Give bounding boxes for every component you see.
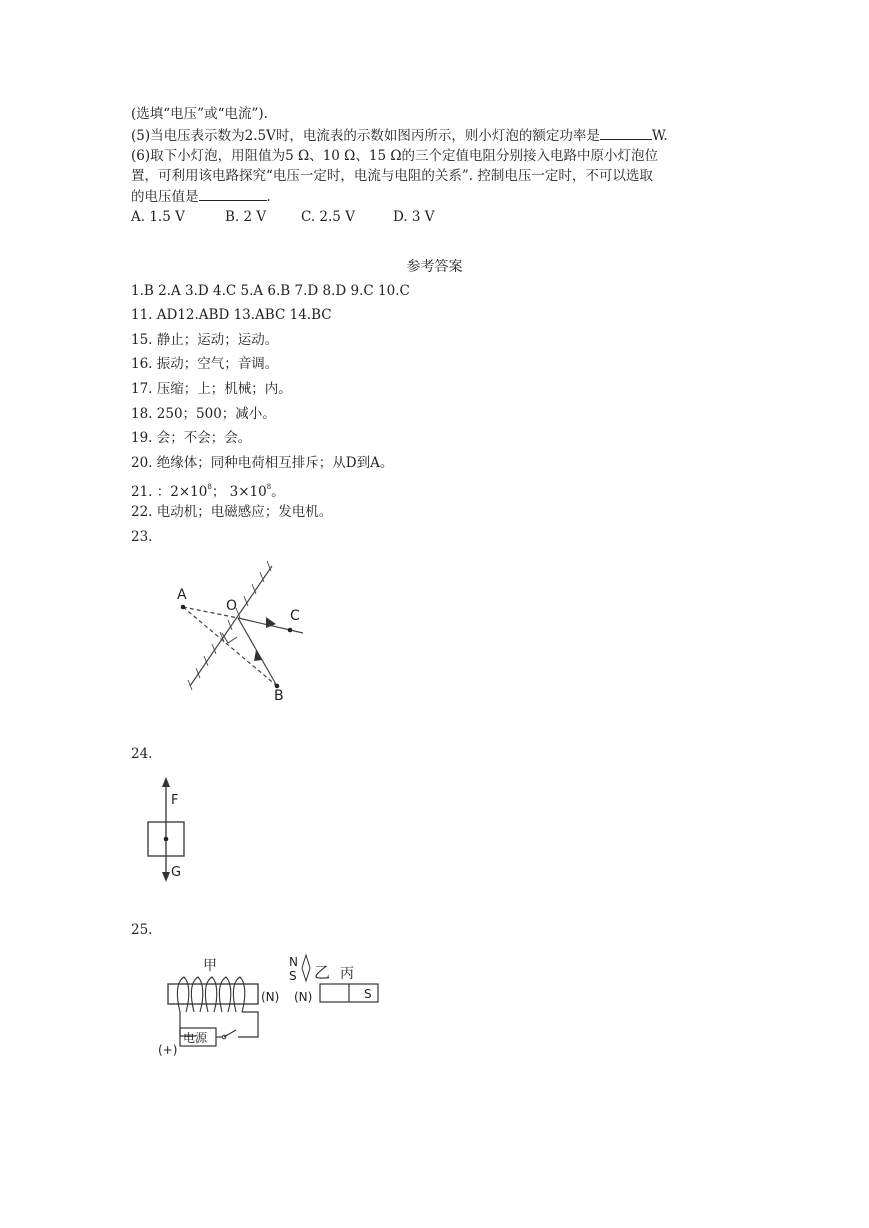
choice-c: C. 2.5 V [301, 209, 355, 225]
q5-unit: W. [651, 128, 668, 144]
answer-19: 19. 会；不会；会。 [131, 430, 252, 446]
label-o: O [226, 598, 238, 614]
q4-tail: (选填“电压”或“电流”). [131, 106, 268, 122]
label-source: 电源 [183, 1031, 208, 1045]
label-g: G [171, 865, 182, 880]
answer-17: 17. 压缩；上；机械；内。 [131, 381, 292, 397]
q6-line1: (6)取下小灯泡，用阻值为5 Ω、10 Ω、15 Ω的三个定值电阻分别接入电路中原小灯泡位 [131, 148, 659, 164]
answer-18: 18. 250；500；减小。 [131, 406, 276, 422]
answer-23-label: 23. [131, 529, 153, 545]
label-plus: (+) [158, 1043, 178, 1057]
answer-20: 20. 绝缘体；同种电荷相互排斥；从D到A。 [131, 455, 394, 471]
answer-22: 22. 电动机；电磁感应；发电机。 [131, 504, 333, 520]
answer-21-part2: ； 3×10 [211, 484, 267, 500]
label-magnet-s: S [364, 987, 372, 1001]
label-c: C [290, 608, 300, 624]
label-jia: 甲 [203, 958, 217, 974]
answer-21-exp1: 8 [207, 483, 212, 491]
label-b: B [274, 688, 284, 704]
answer-11-14: 11. AD12.ABD 13.ABC 14.BC [131, 307, 332, 323]
q6-text: 的电压值是 [131, 189, 199, 205]
label-coil-n: (N) [261, 990, 280, 1004]
label-bing: 丙 [340, 966, 354, 982]
answer-21-end: 。 [271, 484, 285, 500]
label-f: F [171, 793, 179, 808]
answers-title: 参考答案 [406, 259, 463, 275]
wire-right [238, 1012, 258, 1037]
label-yi: 乙 [314, 963, 331, 982]
needle-s: S [289, 969, 297, 983]
answer-21-exp2: 8 [266, 483, 272, 491]
q5-text: (5)当电压表示数为2.5V时，电流表的示数如图丙所示，则小灯泡的额定功率是 [131, 128, 600, 144]
q6-period: . [266, 189, 271, 205]
choice-b: B. 2 V [225, 209, 267, 225]
coil-windings [177, 977, 244, 1012]
answer-25-label: 25. [131, 922, 153, 938]
q6-line2: 置，可利用该电路探究“电压一定时，电流与电阻的关系”. 控制电压一定时，不可以选取 [131, 168, 653, 184]
label-a: A [177, 587, 187, 603]
answer-1-10: 1.B 2.A 3.D 4.C 5.A 6.B 7.D 8.D 9.C 10.C [131, 283, 410, 299]
compass-needle [302, 955, 310, 981]
answer-21-part1: 21. ：2×10 [131, 484, 208, 500]
answer-15: 15. 静止；运动；运动。 [131, 332, 279, 348]
needle-n: N [289, 955, 298, 969]
choice-d: D. 3 V [393, 209, 435, 225]
answer-24-label: 24. [131, 746, 153, 762]
label-magnet-n: (N) [294, 990, 313, 1004]
choice-a: A. 1.5 V [131, 209, 185, 225]
answer-16: 16. 振动；空气；音调。 [131, 356, 279, 372]
